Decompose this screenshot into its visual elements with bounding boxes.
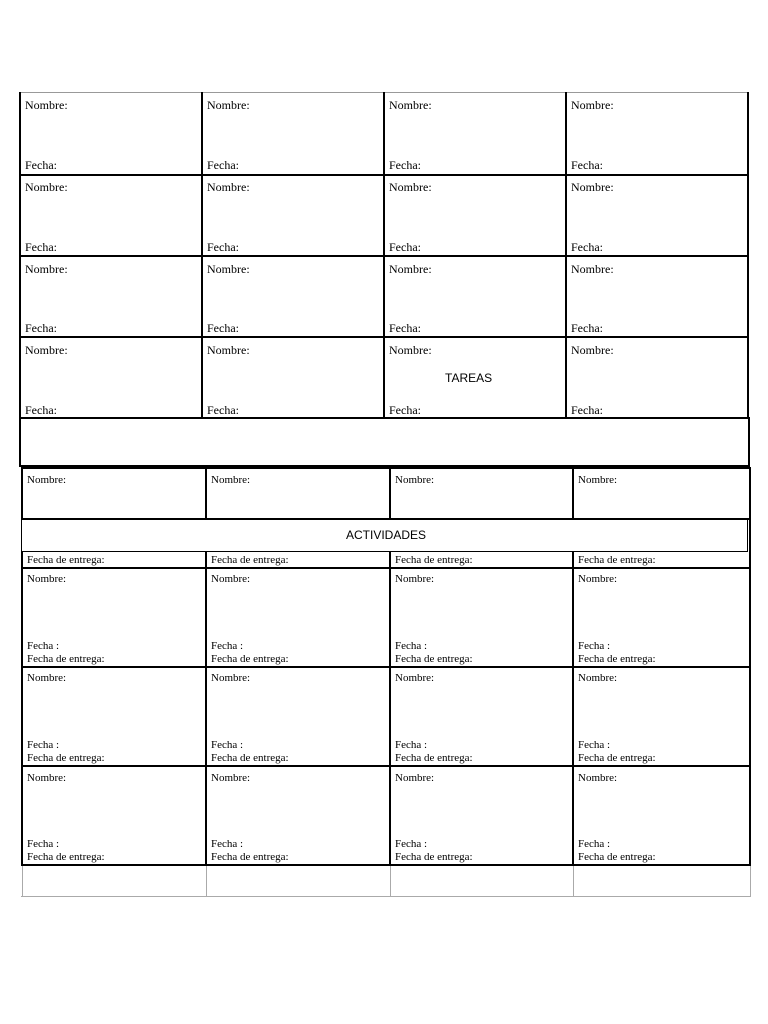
- date-label: Fecha:: [389, 403, 421, 417]
- date-label: Fecha:: [571, 403, 603, 417]
- name-label: Nombre:: [25, 98, 68, 112]
- due-date-label: Fecha de entrega:: [395, 851, 473, 863]
- date-label: Fecha:: [571, 158, 603, 172]
- grid-line: [22, 866, 23, 897]
- date-label: Fecha :: [27, 640, 60, 652]
- date-label: Fecha:: [571, 321, 603, 335]
- grid-line: [390, 866, 391, 897]
- date-label: Fecha :: [395, 838, 428, 850]
- actividades-title: ACTIVIDADES: [346, 528, 427, 542]
- name-label: Nombre:: [207, 262, 250, 276]
- grid-line: [383, 92, 385, 419]
- date-label: Fecha :: [395, 640, 428, 652]
- date-label: Fecha:: [389, 158, 421, 172]
- name-label: Nombre:: [207, 343, 250, 357]
- date-label: Fecha:: [25, 158, 57, 172]
- grid-line: [565, 92, 567, 419]
- due-date-label: Fecha de entrega:: [395, 752, 473, 764]
- name-label: Nombre:: [207, 98, 250, 112]
- name-label: Nombre:: [578, 772, 618, 784]
- name-label: Nombre:: [395, 573, 435, 585]
- name-label: Nombre:: [27, 474, 67, 486]
- date-label: Fecha :: [211, 838, 244, 850]
- grid-line: [573, 866, 574, 897]
- grid-line: [21, 666, 751, 668]
- name-label: Nombre:: [25, 343, 68, 357]
- due-date-label: Fecha de entrega:: [27, 554, 105, 566]
- tareas-title: TAREAS: [445, 371, 493, 385]
- name-label: Nombre:: [571, 98, 614, 112]
- due-date-label: Fecha de entrega:: [27, 653, 105, 665]
- date-label: Fecha :: [578, 739, 611, 751]
- name-label: Nombre:: [211, 573, 251, 585]
- due-date-label: Fecha de entrega:: [395, 554, 473, 566]
- due-date-label: Fecha de entrega:: [395, 653, 473, 665]
- date-label: Fecha:: [25, 321, 57, 335]
- date-label: Fecha:: [207, 321, 239, 335]
- date-label: Fecha :: [27, 838, 60, 850]
- date-label: Fecha :: [395, 739, 428, 751]
- due-date-label: Fecha de entrega:: [578, 653, 656, 665]
- name-label: Nombre:: [395, 772, 435, 784]
- date-label: Fecha :: [578, 838, 611, 850]
- date-label: Fecha:: [389, 321, 421, 335]
- name-label: Nombre:: [207, 180, 250, 194]
- name-label: Nombre:: [389, 180, 432, 194]
- name-label: Nombre:: [395, 672, 435, 684]
- name-label: Nombre:: [27, 573, 67, 585]
- grid-line: [21, 467, 751, 469]
- date-label: Fecha :: [578, 640, 611, 652]
- name-label: Nombre:: [211, 772, 251, 784]
- name-label: Nombre:: [578, 672, 618, 684]
- date-label: Fecha:: [389, 240, 421, 254]
- name-label: Nombre:: [571, 262, 614, 276]
- name-label: Nombre:: [27, 672, 67, 684]
- due-date-label: Fecha de entrega:: [578, 851, 656, 863]
- due-date-label: Fecha de entrega:: [27, 752, 105, 764]
- name-label: Nombre:: [389, 262, 432, 276]
- grid-line: [206, 866, 207, 897]
- name-label: Nombre:: [27, 772, 67, 784]
- date-label: Fecha:: [207, 158, 239, 172]
- grid-line: [21, 896, 751, 897]
- date-label: Fecha:: [207, 240, 239, 254]
- empty-box: [19, 417, 750, 467]
- grid-line: [21, 567, 751, 569]
- due-date-label: Fecha de entrega:: [211, 752, 289, 764]
- due-date-label: Fecha de entrega:: [211, 554, 289, 566]
- name-label: Nombre:: [395, 474, 435, 486]
- name-label: Nombre:: [389, 343, 432, 357]
- date-label: Fecha :: [211, 739, 244, 751]
- grid-line: [21, 765, 751, 767]
- name-label: Nombre:: [578, 573, 618, 585]
- grid-line: [749, 467, 751, 866]
- name-label: Nombre:: [25, 262, 68, 276]
- date-label: Fecha:: [25, 403, 57, 417]
- name-label: Nombre:: [578, 474, 618, 486]
- name-label: Nombre:: [25, 180, 68, 194]
- date-label: Fecha:: [207, 403, 239, 417]
- grid-line: [19, 92, 21, 419]
- date-label: Fecha:: [25, 240, 57, 254]
- date-label: Fecha :: [211, 640, 244, 652]
- grid-line: [201, 92, 203, 419]
- date-label: Fecha :: [27, 739, 60, 751]
- name-label: Nombre:: [389, 98, 432, 112]
- grid-line: [21, 864, 751, 866]
- due-date-label: Fecha de entrega:: [578, 554, 656, 566]
- name-label: Nombre:: [571, 343, 614, 357]
- name-label: Nombre:: [211, 474, 251, 486]
- due-date-label: Fecha de entrega:: [578, 752, 656, 764]
- name-label: Nombre:: [571, 180, 614, 194]
- due-date-label: Fecha de entrega:: [211, 851, 289, 863]
- date-label: Fecha:: [571, 240, 603, 254]
- name-label: Nombre:: [211, 672, 251, 684]
- grid-line: [747, 92, 749, 419]
- due-date-label: Fecha de entrega:: [27, 851, 105, 863]
- due-date-label: Fecha de entrega:: [211, 653, 289, 665]
- grid-line: [750, 866, 751, 897]
